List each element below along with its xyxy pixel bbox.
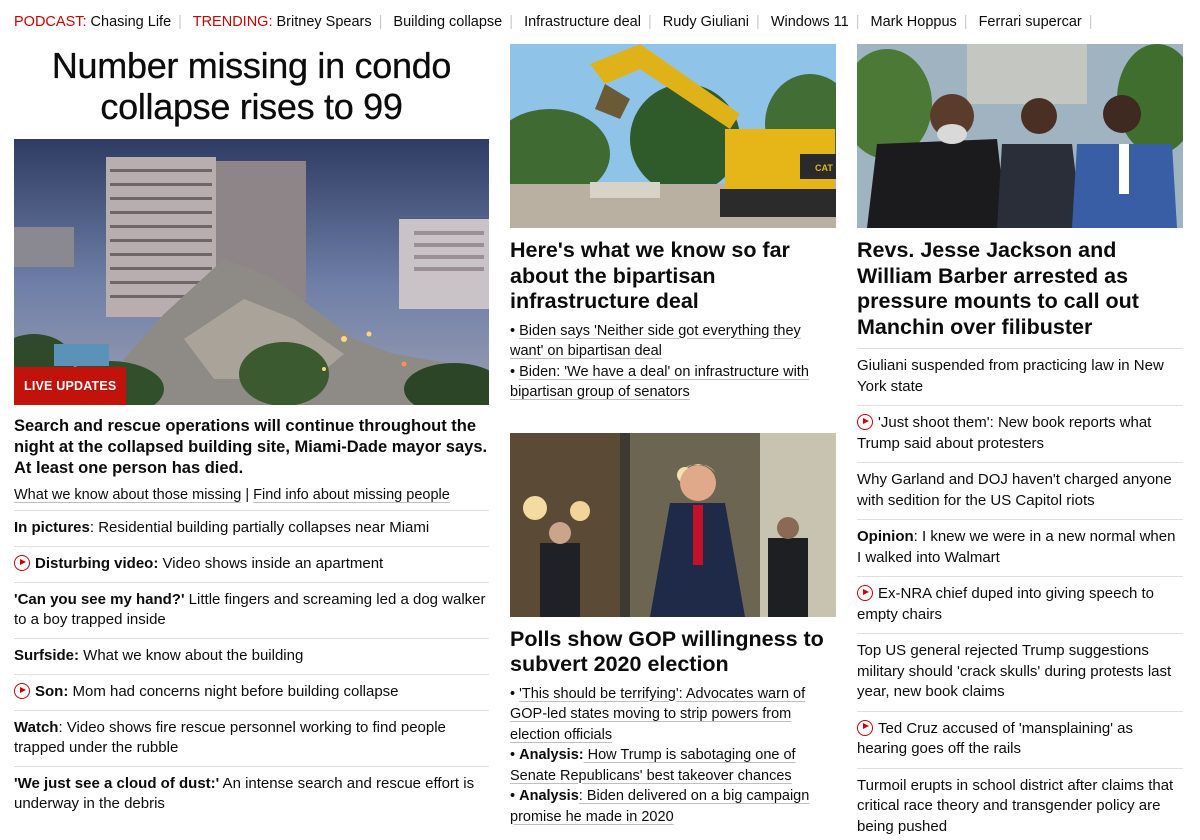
lead-summary[interactable]: Search and rescue operations will continue throughout the night at the collapsed building site, Miami-Dade mayor says. At least one person has died.: [14, 417, 488, 477]
middle-column: [510, 44, 836, 827]
play-icon: [14, 555, 30, 571]
bullet-item[interactable]: • Analysis: Biden delivered on a big campaign promise he made in 2020: [510, 788, 810, 825]
list-item[interactable]: [14, 511, 489, 547]
gop-bullets: [510, 684, 836, 828]
excavator-image: [510, 44, 836, 228]
link-separator: |: [245, 487, 250, 503]
trending-bar: [14, 12, 1194, 32]
trending-topic[interactable]: Rudy Giuliani: [662, 14, 749, 30]
play-icon: [14, 683, 30, 699]
item-bold: 'Can you see my hand?': [14, 591, 185, 608]
lead-links: [14, 485, 489, 511]
trending-topic[interactable]: Infrastructure deal: [524, 14, 641, 30]
item-text: Mom had concerns night before building collapse: [68, 683, 399, 700]
list-item[interactable]: [857, 634, 1183, 712]
list-item[interactable]: [857, 712, 1183, 769]
svg-text:CAT: CAT: [815, 163, 833, 173]
item-text: Giuliani suspended from practicing law in New York state: [857, 357, 1164, 395]
list-item[interactable]: [14, 583, 489, 639]
jackson-photo[interactable]: [857, 44, 1183, 228]
gop-photo[interactable]: [510, 433, 836, 617]
item-text: Video shows inside an apartment: [158, 555, 384, 572]
bullet-text: How Trump is sabotaging one of Senate Republicans' best takeover chances: [510, 747, 796, 784]
lead-photo[interactable]: [14, 139, 489, 405]
trending-topic[interactable]: Ferrari supercar: [978, 14, 1082, 30]
list-item[interactable]: [857, 406, 1183, 463]
podcast-label: PODCAST:: [14, 14, 87, 30]
bullet-item[interactable]: • Analysis: How Trump is sabotaging one of Senate Republicans' best takeover chances: [510, 747, 796, 784]
find-info-link[interactable]: Find info about missing people: [253, 487, 450, 503]
bullet-text: : Biden delivered on a big campaign promise he made in 2020: [510, 788, 810, 825]
gop-headline[interactable]: Polls show GOP willingness to subvert 2020 election: [510, 626, 824, 676]
bullet-bold: Analysis: [519, 788, 579, 804]
bullet-item[interactable]: • Biden says 'Neither side got everything they want' on bipartisan deal: [510, 322, 801, 359]
live-updates-badge[interactable]: LIVE UPDATES: [14, 367, 126, 405]
lead-column: [14, 44, 489, 822]
infrastructure-photo[interactable]: [510, 44, 836, 228]
trending-topic[interactable]: Mark Hoppus: [870, 14, 957, 30]
item-text: What we know about the building: [79, 647, 304, 664]
divider: |: [647, 14, 652, 30]
infrastructure-headline[interactable]: Here's what we know so far about the bipartisan infrastructure deal: [510, 238, 790, 313]
item-text: Why Garland and DOJ haven't charged anyone with sedition for the US Capitol riots: [857, 471, 1172, 509]
trump-image: [510, 433, 836, 617]
item-text: Ted Cruz accused of 'mansplaining' as hearing goes off the rails: [857, 719, 1134, 757]
list-item[interactable]: [857, 577, 1183, 634]
bullet-item[interactable]: • 'This should be terrifying': Advocates warn of GOP-led states moving to strip powers from election officials: [510, 685, 806, 743]
item-bold: Son:: [35, 683, 69, 700]
list-item[interactable]: [14, 547, 489, 583]
item-text: Little fingers and screaming led a dog walker to a boy trapped inside: [14, 591, 486, 628]
item-bold: Disturbing video:: [35, 555, 159, 572]
list-item[interactable]: [14, 675, 489, 711]
divider: |: [855, 14, 860, 30]
divider: |: [1088, 14, 1093, 30]
play-icon: [857, 585, 873, 601]
infrastructure-bullets: [510, 321, 836, 403]
divider: |: [378, 14, 383, 30]
divider: |: [178, 14, 182, 30]
collapse-image: [14, 139, 489, 405]
right-column: [857, 44, 1183, 840]
list-item[interactable]: [857, 463, 1183, 520]
list-item[interactable]: [14, 639, 489, 675]
item-text: An intense search and rescue effort is underway in the debris: [14, 775, 475, 812]
item-text: Top US general rejected Trump suggestions military should 'crack skulls' during protests last year, new book claims: [857, 642, 1172, 700]
list-item[interactable]: [857, 520, 1183, 577]
item-text: : Residential building partially collapses near Miami: [89, 519, 430, 536]
item-bold: Opinion: [857, 528, 914, 545]
play-icon: [857, 414, 873, 430]
lead-headline[interactable]: Number missing in condo collapse rises to 99: [51, 45, 452, 127]
item-bold: 'We just see a cloud of dust:': [14, 775, 220, 792]
jackson-headline[interactable]: Revs. Jesse Jackson and William Barber arrested as pressure mounts to call out Manchin over filibuster: [857, 238, 1183, 349]
list-item[interactable]: [857, 349, 1183, 406]
divider: |: [509, 14, 514, 30]
bullet-text: Biden: 'We have a deal' on infrastructure with bipartisan group of senators: [510, 363, 809, 400]
item-text: : Video shows fire rescue personnel working to find people trapped under the rubble: [14, 719, 446, 756]
list-item[interactable]: [857, 769, 1183, 840]
trending-topic[interactable]: Building collapse: [393, 14, 503, 30]
item-bold: Watch: [14, 719, 59, 736]
podcast-link[interactable]: Chasing Life: [90, 14, 172, 30]
item-text: : I knew we were in a new normal when I walked into Walmart: [857, 528, 1176, 566]
list-item[interactable]: [14, 711, 489, 767]
bullet-bold: Analysis:: [519, 747, 584, 763]
arrest-image: [857, 44, 1183, 228]
list-item[interactable]: [14, 767, 489, 822]
item-bold: Surfside:: [14, 647, 80, 664]
play-icon: [857, 720, 873, 736]
item-text: 'Just shoot them': New book reports what Trump said about protesters: [857, 414, 1152, 452]
bullet-text: 'This should be terrifying': Advocates warn of GOP-led states moving to strip powers from election officials: [510, 685, 806, 743]
trending-topic[interactable]: Britney Spears: [276, 14, 372, 30]
missing-link[interactable]: What we know about those missing: [14, 487, 242, 503]
bullet-item[interactable]: • Biden: 'We have a deal' on infrastructure with bipartisan group of senators: [510, 363, 809, 400]
divider: |: [963, 14, 968, 30]
item-bold: In pictures: [14, 519, 90, 536]
item-text: Turmoil erupts in school district after claims that critical race theory and transgender policy are being pushed: [857, 776, 1174, 835]
trending-topic[interactable]: Windows 11: [770, 14, 849, 30]
divider: |: [756, 14, 760, 30]
bullet-text: Biden says 'Neither side got everything they want' on bipartisan deal: [510, 322, 801, 359]
item-text: Ex-NRA chief duped into giving speech to empty chairs: [857, 585, 1154, 623]
trending-label: TRENDING:: [192, 14, 273, 30]
